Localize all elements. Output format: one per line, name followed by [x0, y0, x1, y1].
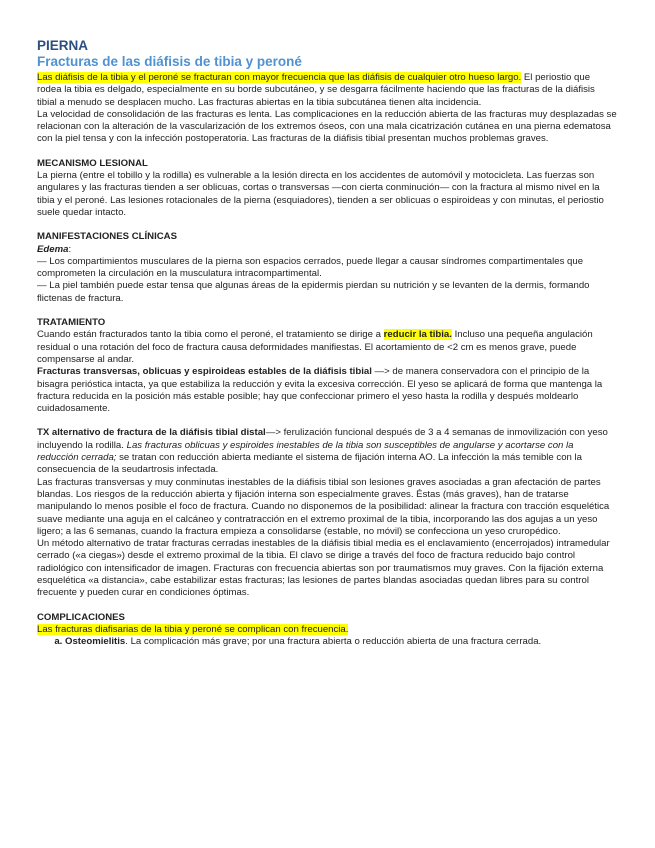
tratamiento-heading: TRATAMIENTO	[37, 317, 106, 329]
page-subtitle: Fracturas de las diáfisis de tibia y peroné	[37, 54, 302, 69]
tratamiento-p2-rest: —> de manera conservadora con el principio de la bisagra perióstica intacta, ya que estabiliza la reducción y evita la excesiva corrección. El yeso se aplicará de forma que mantenga la fractura reducida en la posición más estable posible; hay que confeccionar primero el yeso hasta la rodilla y después moldearlo cuidadosamente.	[37, 366, 603, 415]
tratamiento-p3-bold: TX alternativo de fractura de la diáfisis tibial distal	[37, 427, 266, 439]
intro-rest: El periostio que rodea la tibia es delgado, especialmente en su borde subcutáneo, y se desgarra fácilmente haciendo que las fracturas de la diáfisis tibial a menudo se desplacen mucho. Las fracturas abiertas en la tibia subcutánea tienen alta incidencia.	[37, 72, 595, 108]
mecanismo-heading: MECANISMO LESIONAL	[37, 157, 148, 169]
tratamiento-p2-bold: Fracturas transversas, oblicuas y espiroideas estables de la diáfisis tibial	[37, 366, 372, 378]
complicaciones-list	[37, 636, 617, 648]
intro-highlight: Las diáfisis de la tibia y el peroné se fracturan con mayor frecuencia que las diáfisis de cualquier otro hueso largo.	[37, 72, 522, 83]
tratamiento-p1-b: Incluso una pequeña angulación residual o una rotación del foco de fractura causa deformidades manifiestas. El acortamiento de <2 cm es menos grave, puede compensarse al andar.	[37, 329, 593, 365]
document-page	[37, 38, 617, 648]
tratamiento-paragraph-3	[37, 427, 617, 476]
intro-paragraph	[37, 72, 617, 109]
complicaciones-heading: COMPLICACIONES	[37, 611, 125, 623]
tratamiento-p1-a: Cuando están fracturados tanto la tibia como el peroné, el tratamiento se dirige a	[37, 329, 384, 341]
complicaciones-highlight: Las fracturas diafisarias de la tibia y peroné se complican con frecuencia.	[37, 623, 349, 635]
intro-paragraph-2: La velocidad de consolidación de las fracturas es lenta. Las complicaciones en la reducción abierta de las fracturas muy desplazadas se relacionan con la alteración de la vascularización de los extremos óseos, con una mala cicatrización cutánea en una pierna edematosa con la piel tensa y con la infección postoperatoria. Las fracturas de la diáfisis tibial presentan muchos problemas graves.	[37, 108, 617, 145]
complicacion-text: . La complicación más grave; por una fractura abierta o reducción abierta de una fractura cerrada.	[125, 636, 542, 648]
edema-label: Edema	[37, 243, 69, 255]
edema-colon: :	[68, 243, 72, 255]
tratamiento-paragraph-4: Las fracturas transversas y muy conminutas inestables de la diáfisis tibial son lesiones graves asociadas a gran afectación de partes blandas. Los riesgos de la reducción abierta y fijación interna son especialmente graves. Éstas (más graves), han de tratarse manipulando lo menos posible el foco de fractura. Cuando no disponemos de la posibilidad: alinear la fractura con tracción esquelética suave mediante una aguja en el calcáneo y contratracción en el extremo proximal de la tibia, incorporando las dos agujas a un yeso ligero; a las 6 semanas, cuando la fractura empieza a consolidarse (estable, no móvil) se confecciona un yeso cruropédico.	[37, 476, 610, 537]
page-title: PIERNA	[37, 38, 89, 53]
complicaciones-intro	[37, 624, 617, 636]
tratamiento-p3-a: —> ferulización funcional después de 3 a 4 semanas de inmovilización con yeso incluyendo la rodilla.	[37, 427, 608, 451]
tratamiento-p3-b: se tratan con reducción abierta mediante el sistema de fijación interna AO. La infección la más temible con la consecuencia de la seudartrosis infectada.	[37, 452, 583, 476]
tratamiento-p3-italic: Las fracturas oblicuas y espiroides inestables de la tibia son susceptibles de angularse y acortarse con la reducción cerrada;	[37, 439, 574, 464]
manifestaciones-line-2: — La piel también puede estar tensa que algunas áreas de la epidermis pierdan su nutrición y se levanten de la dermis, formando flictenas de fractura.	[37, 280, 590, 304]
edema-label-line	[37, 244, 617, 256]
manifestaciones-line-1: — Los compartimientos musculares de la pierna son espacios cerrados, puede llegar a causar síndromes compartimentales que comprometen la circulación en la musculatura intracompartimental.	[37, 255, 584, 280]
tratamiento-paragraph-2	[37, 366, 617, 415]
manifestaciones-heading: MANIFESTACIONES CLÍNICAS	[37, 231, 177, 243]
list-item	[65, 636, 617, 648]
complicacion-label: Osteomielitis	[65, 636, 126, 648]
mecanismo-text: La pierna (entre el tobillo y la rodilla) es vulnerable a la lesión directa en los accidentes de automóvil y motocicleta. Las fuerzas son angulares y las fracturas tienden a ser oblicuas, cortas o transversas —con cierta conminución— con la fractura al mismo nivel en la tibia y el peroné. Las lesiones rotacionales de la pierna (esquiadores), tienden a ser oblicuas o espiroideas y con minutas, el periostio suele quedar intacto.	[37, 170, 604, 218]
tratamiento-paragraph-1	[37, 329, 617, 366]
tratamiento-paragraph-5: Un método alternativo de tratar fracturas cerradas inestables de la diáfisis tibial media es el enclavamiento (encerrojados) intramedular cerrado («a ciegas») desde el extremo proximal de la tibia. El clavo se dirige a través del foco de fractura reducido bajo control radiológico con intensificador de imagen. Fracturas con frecuencia abiertas son por traumatismos muy graves. Con la fijación externa esquelética «a distancia», cabe estabilizar estas fracturas; las lesiones de partes blandas asociadas quedan libres para su control frecuente y pueden curar en condiciones óptimas.	[37, 538, 610, 599]
tratamiento-p1-highlight: reducir la tibia.	[383, 329, 452, 341]
